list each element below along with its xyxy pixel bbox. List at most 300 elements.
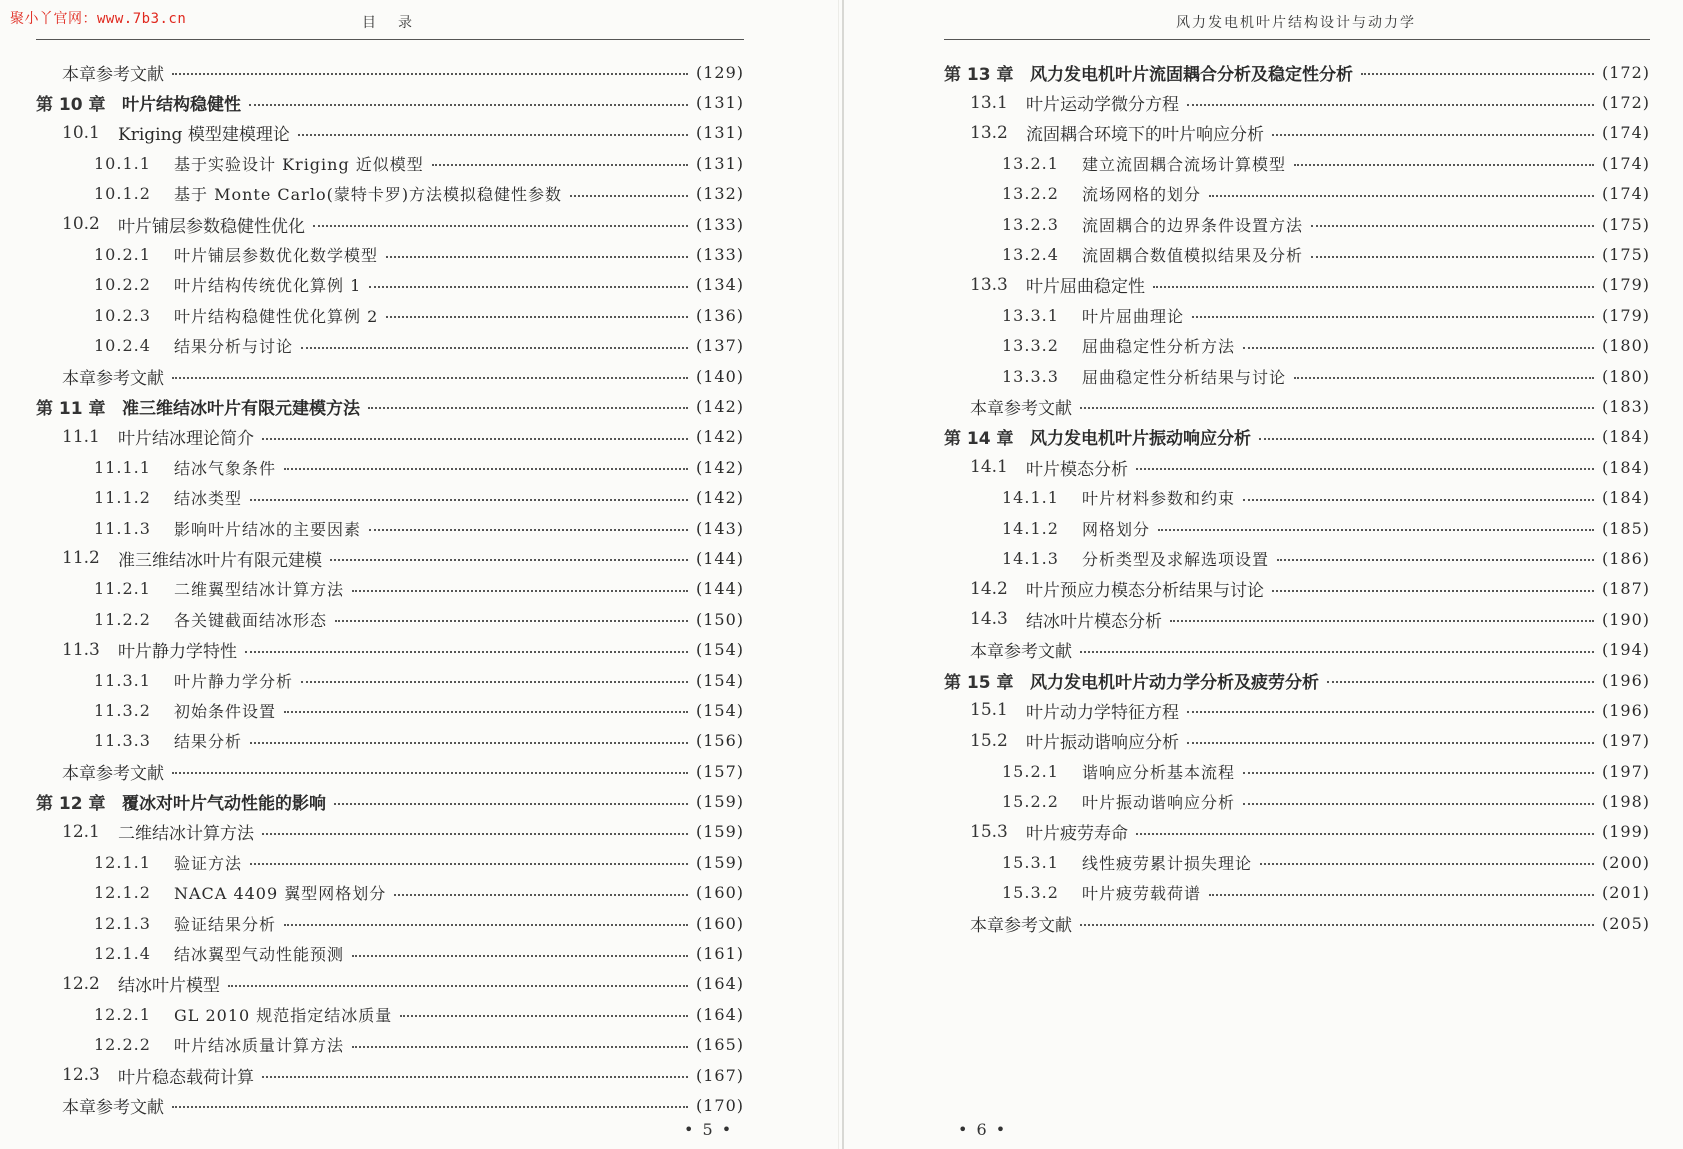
toc-entry-page: (136)	[695, 305, 744, 325]
toc-references-entry[interactable]	[36, 1090, 744, 1120]
toc-dot-leader	[352, 955, 688, 957]
toc-entry-page: (161)	[695, 944, 744, 964]
toc-entry-page: (190)	[1601, 609, 1650, 629]
toc-entry-number: 12.2.1	[94, 1004, 151, 1024]
toc-subsection-entry[interactable]	[36, 938, 744, 968]
toc-entry-title: 验证方法	[174, 853, 243, 873]
toc-dot-leader	[369, 286, 688, 288]
toc-list	[36, 57, 744, 1121]
toc-dot-leader	[1136, 468, 1594, 470]
toc-entry-page: (137)	[695, 336, 744, 356]
toc-dot-leader	[330, 559, 688, 561]
toc-entry-page: (142)	[695, 488, 744, 508]
toc-subsection-entry[interactable]	[36, 726, 744, 756]
toc-entry-page: (144)	[695, 579, 744, 599]
toc-entry-number: 13.1	[970, 92, 1008, 113]
toc-entry-title: 准三维结冰叶片有限元建模	[118, 550, 322, 571]
toc-entry-title: 影响叶片结冰的主要因素	[174, 519, 362, 539]
toc-entry-number: 13.2	[970, 122, 1008, 143]
toc-entry-number: 14.1.2	[1002, 518, 1059, 538]
toc-entry-number: 13.2.4	[1002, 245, 1059, 265]
toc-entry-page: (134)	[695, 275, 744, 295]
toc-subsection-entry[interactable]	[36, 513, 744, 543]
toc-dot-leader	[1153, 286, 1594, 288]
toc-entry-title: 各关键截面结冰形态	[174, 610, 328, 630]
toc-entry-number: 14.1.3	[1002, 548, 1059, 568]
toc-entry-number: 10.1.1	[94, 153, 151, 173]
toc-subsection-entry[interactable]	[36, 908, 744, 938]
toc-dot-leader	[1327, 681, 1594, 683]
toc-section-entry[interactable]	[36, 543, 744, 573]
toc-dot-leader	[284, 468, 688, 470]
toc-entry-number: 10.1.2	[94, 184, 151, 204]
toc-section-entry[interactable]	[944, 270, 1650, 300]
toc-subsection-entry[interactable]	[36, 999, 744, 1029]
toc-entry-number: 13.3.3	[1002, 366, 1059, 386]
toc-section-entry[interactable]	[944, 695, 1650, 725]
toc-entry-number: 11.2.2	[94, 609, 151, 629]
toc-subsection-entry[interactable]	[944, 756, 1650, 786]
toc-subsection-entry[interactable]	[36, 482, 744, 512]
toc-entry-page: (180)	[1601, 366, 1650, 386]
toc-entry-number: 13.2.3	[1002, 214, 1059, 234]
toc-entry-number: 13.3.2	[1002, 336, 1059, 356]
toc-section-entry[interactable]	[36, 118, 744, 148]
toc-entry-title: 流固耦合的边界条件设置方法	[1082, 215, 1304, 235]
toc-chapter-entry[interactable]	[944, 57, 1650, 87]
toc-dot-leader	[352, 590, 688, 592]
toc-dot-leader	[570, 195, 688, 197]
toc-entry-page: (157)	[695, 761, 744, 781]
toc-references-entry[interactable]	[944, 908, 1650, 938]
toc-subsection-entry[interactable]	[36, 452, 744, 482]
toc-dot-leader	[386, 256, 688, 258]
toc-entry-title: 网格划分	[1082, 519, 1151, 539]
toc-entry-number: 12.1.1	[94, 852, 151, 872]
toc-entry-number: 10.2.1	[94, 245, 151, 265]
toc-entry-number: 15.3.2	[1002, 883, 1059, 903]
toc-dot-leader	[301, 681, 688, 683]
toc-section-entry[interactable]	[944, 726, 1650, 756]
toc-dot-leader	[1294, 164, 1594, 166]
toc-chapter-entry[interactable]	[944, 422, 1650, 452]
toc-entry-page: (179)	[1601, 305, 1650, 325]
page-number: • 6 •	[958, 1120, 1008, 1139]
toc-references-entry[interactable]	[944, 634, 1650, 664]
toc-dot-leader	[1260, 863, 1594, 865]
toc-subsection-entry[interactable]	[944, 361, 1650, 391]
toc-entry-title: 叶片材料参数和约束	[1082, 489, 1236, 509]
toc-entry-page: (198)	[1601, 792, 1650, 812]
toc-subsection-entry[interactable]	[36, 331, 744, 361]
toc-entry-title: 叶片结构稳健性	[122, 95, 241, 116]
toc-dot-leader	[1192, 316, 1594, 318]
toc-entry-page: (131)	[695, 123, 744, 143]
toc-entry-number: 第 14 章	[944, 429, 1014, 450]
toc-entry-number: 第 13 章	[944, 64, 1014, 85]
toc-entry-number: 15.3.1	[1002, 852, 1059, 872]
toc-dot-leader	[1209, 894, 1594, 896]
toc-entry-title: 准三维结冰叶片有限元建模方法	[122, 398, 360, 419]
toc-entry-title: 叶片铺层参数稳健性优化	[118, 216, 305, 237]
toc-entry-title: 叶片预应力模态分析结果与讨论	[1026, 581, 1264, 602]
toc-dot-leader	[250, 499, 688, 501]
running-header: 风力发电机叶片结构设计与动力学	[1176, 15, 1416, 31]
toc-entry-number: 10.2.2	[94, 275, 151, 295]
toc-entry-title: 本章参考文献	[970, 398, 1072, 419]
toc-entry-page: (174)	[1601, 153, 1650, 173]
toc-entry-number: 15.2.2	[1002, 792, 1059, 812]
toc-entry-title: 本章参考文献	[970, 915, 1072, 936]
toc-chapter-entry[interactable]	[36, 391, 744, 421]
toc-entry-page: (133)	[695, 245, 744, 265]
toc-dot-leader	[1243, 499, 1594, 501]
toc-entry-title: 结果分析与讨论	[174, 337, 294, 357]
toc-entry-page: (144)	[695, 548, 744, 568]
toc-chapter-entry[interactable]	[36, 87, 744, 117]
toc-entry-title: 叶片振动谐响应分析	[1026, 733, 1179, 754]
toc-entry-title: 线性疲劳累计损失理论	[1082, 853, 1253, 873]
toc-entry-title: 结冰翼型气动性能预测	[174, 945, 345, 965]
toc-entry-title: 结冰叶片模型	[118, 976, 220, 997]
toc-section-entry[interactable]	[36, 634, 744, 664]
toc-entry-page: (159)	[695, 852, 744, 872]
toc-entry-number: 11.1	[62, 426, 100, 447]
toc-dot-leader	[1294, 377, 1594, 379]
toc-section-entry[interactable]	[944, 817, 1650, 847]
toc-entry-title: 风力发电机叶片动力学分析及疲劳分析	[1030, 672, 1319, 693]
toc-dot-leader	[313, 225, 688, 227]
toc-entry-page: (174)	[1601, 184, 1650, 204]
toc-entry-page: (184)	[1601, 457, 1650, 477]
toc-subsection-entry[interactable]	[36, 847, 744, 877]
toc-subsection-entry[interactable]	[944, 239, 1650, 269]
toc-subsection-entry[interactable]	[36, 878, 744, 908]
toc-entry-number: 11.1.2	[94, 488, 151, 508]
toc-entry-title: 初始条件设置	[174, 701, 277, 721]
toc-entry-page: (159)	[695, 822, 744, 842]
toc-dot-leader	[1187, 104, 1594, 106]
toc-entry-title: 叶片运动学微分方程	[1026, 95, 1179, 116]
toc-entry-number: 第 10 章	[36, 95, 106, 116]
toc-entry-page: (197)	[1601, 731, 1650, 751]
toc-chapter-entry[interactable]	[36, 786, 744, 816]
toc-entry-page: (159)	[695, 792, 744, 812]
toc-section-entry[interactable]	[944, 118, 1650, 148]
toc-entry-page: (205)	[1601, 913, 1650, 933]
toc-references-entry[interactable]	[36, 57, 744, 87]
toc-entry-number: 10.2.4	[94, 336, 151, 356]
toc-dot-leader	[228, 985, 688, 987]
running-header: 目录	[362, 15, 434, 31]
toc-dot-leader	[172, 1106, 688, 1108]
toc-entry-page: (164)	[695, 1004, 744, 1024]
toc-entry-title: 本章参考文献	[970, 642, 1072, 663]
toc-section-entry[interactable]	[944, 87, 1650, 117]
toc-references-entry[interactable]	[36, 361, 744, 391]
toc-entry-page: (179)	[1601, 275, 1650, 295]
toc-entry-title: 结冰气象条件	[174, 458, 277, 478]
toc-subsection-entry[interactable]	[944, 878, 1650, 908]
toc-entry-page: (183)	[1601, 396, 1650, 416]
toc-dot-leader	[368, 407, 688, 409]
toc-entry-page: (150)	[695, 609, 744, 629]
toc-dot-leader	[1361, 73, 1594, 75]
toc-dot-leader	[432, 164, 688, 166]
toc-dot-leader	[1187, 742, 1594, 744]
toc-entry-title: 叶片模态分析	[1026, 459, 1128, 480]
toc-entry-page: (156)	[695, 731, 744, 751]
toc-entry-number: 13.3	[970, 274, 1008, 295]
toc-entry-title: 基于 Monte Carlo(蒙特卡罗)方法模拟稳健性参数	[174, 185, 563, 205]
toc-entry-page: (131)	[695, 93, 744, 113]
toc-entry-title: 分析类型及求解选项设置	[1082, 549, 1270, 569]
toc-entry-page: (143)	[695, 518, 744, 538]
toc-entry-title: 二维结冰计算方法	[118, 824, 254, 845]
toc-subsection-entry[interactable]	[36, 665, 744, 695]
toc-entry-title: 流场网格的划分	[1082, 185, 1202, 205]
toc-entry-page: (199)	[1601, 822, 1650, 842]
toc-entry-title: 屈曲稳定性分析方法	[1082, 337, 1236, 357]
toc-dot-leader	[1209, 195, 1594, 197]
toc-entry-page: (129)	[695, 62, 744, 82]
toc-dot-leader	[250, 742, 688, 744]
toc-entry-title: 建立流固耦合流场计算模型	[1082, 154, 1287, 174]
toc-references-entry[interactable]	[944, 391, 1650, 421]
toc-entry-title: 叶片结冰质量计算方法	[174, 1036, 345, 1056]
toc-dot-leader	[1187, 711, 1594, 713]
toc-entry-title: 结果分析	[174, 732, 243, 752]
toc-entry-title: 叶片疲劳寿命	[1026, 824, 1128, 845]
toc-entry-number: 11.3.3	[94, 731, 151, 751]
toc-entry-page: (160)	[695, 883, 744, 903]
toc-dot-leader	[1311, 225, 1594, 227]
toc-entry-title: 结冰类型	[174, 489, 243, 509]
toc-dot-leader	[1080, 651, 1594, 653]
toc-subsection-entry[interactable]	[944, 331, 1650, 361]
toc-entry-page: (175)	[1601, 214, 1650, 234]
toc-dot-leader	[1243, 803, 1594, 805]
toc-dot-leader	[249, 104, 688, 106]
toc-subsection-entry[interactable]	[944, 786, 1650, 816]
page-number: • 5 •	[684, 1120, 734, 1139]
toc-dot-leader	[1136, 833, 1594, 835]
toc-entry-title: NACA 4409 翼型网格划分	[174, 884, 387, 904]
toc-entry-title: 验证结果分析	[174, 914, 277, 934]
toc-entry-page: (133)	[695, 214, 744, 234]
toc-entry-number: 12.1.3	[94, 913, 151, 933]
watermark: 聚小丫官网：www.7b3.cn	[10, 11, 187, 27]
toc-entry-number: 11.1.3	[94, 518, 151, 538]
toc-entry-title: 谐响应分析基本流程	[1082, 762, 1236, 782]
toc-entry-title: 叶片动力学特征方程	[1026, 702, 1179, 723]
toc-subsection-entry[interactable]	[944, 179, 1650, 209]
toc-entry-number: 14.1	[970, 457, 1008, 478]
toc-dot-leader	[172, 772, 688, 774]
toc-dot-leader	[1170, 620, 1594, 622]
toc-entry-title: 叶片结构传统优化算例 1	[174, 276, 362, 296]
toc-dot-leader	[335, 620, 688, 622]
toc-section-entry[interactable]	[36, 969, 744, 999]
toc-section-entry[interactable]	[944, 604, 1650, 634]
toc-entry-title: 本章参考文献	[62, 1097, 164, 1118]
left-page	[0, 0, 840, 1149]
toc-entry-page: (186)	[1601, 548, 1650, 568]
toc-entry-title: Kriging 模型建模理论	[118, 125, 290, 146]
toc-entry-title: 风力发电机叶片流固耦合分析及稳定性分析	[1030, 64, 1353, 85]
toc-entry-number: 10.2.3	[94, 305, 151, 325]
toc-entry-title: 结冰叶片模态分析	[1026, 611, 1162, 632]
toc-entry-number: 第 11 章	[36, 398, 106, 419]
toc-entry-page: (196)	[1601, 700, 1650, 720]
toc-list	[944, 57, 1650, 938]
toc-entry-page: (160)	[695, 913, 744, 933]
toc-dot-leader	[301, 347, 688, 349]
toc-entry-title: 叶片结构稳健性优化算例 2	[174, 306, 379, 326]
toc-section-entry[interactable]	[36, 209, 744, 239]
toc-dot-leader	[262, 438, 688, 440]
toc-entry-title: 基于实验设计 Kriging 近似模型	[174, 154, 424, 174]
toc-dot-leader	[1243, 772, 1594, 774]
toc-dot-leader	[369, 529, 688, 531]
toc-entry-title: 叶片稳态载荷计算	[118, 1067, 254, 1088]
toc-entry-page: (187)	[1601, 579, 1650, 599]
toc-entry-number: 12.1.4	[94, 944, 151, 964]
toc-entry-title: 流固耦合数值模拟结果及分析	[1082, 246, 1304, 266]
toc-section-entry[interactable]	[36, 817, 744, 847]
toc-subsection-entry[interactable]	[36, 695, 744, 725]
toc-subsection-entry[interactable]	[36, 148, 744, 178]
toc-entry-number: 15.1	[970, 700, 1008, 721]
toc-dot-leader	[172, 377, 688, 379]
toc-subsection-entry[interactable]	[944, 148, 1650, 178]
toc-entry-number: 14.1.1	[1002, 488, 1059, 508]
toc-subsection-entry[interactable]	[36, 179, 744, 209]
toc-entry-page: (197)	[1601, 761, 1650, 781]
toc-dot-leader	[394, 894, 688, 896]
toc-entry-title: 叶片屈曲理论	[1082, 306, 1185, 326]
toc-entry-number: 11.2	[62, 548, 100, 569]
right-page	[846, 0, 1683, 1149]
toc-dot-leader	[284, 711, 688, 713]
toc-entry-title: 覆冰对叶片气动性能的影响	[122, 794, 326, 815]
toc-entry-page: (140)	[695, 366, 744, 386]
toc-entry-title: 风力发电机叶片振动响应分析	[1030, 429, 1251, 450]
header-rule	[36, 39, 744, 40]
toc-entry-page: (164)	[695, 974, 744, 994]
toc-subsection-entry[interactable]	[944, 847, 1650, 877]
toc-dot-leader	[1259, 438, 1594, 440]
toc-dot-leader	[262, 833, 688, 835]
toc-subsection-entry[interactable]	[36, 270, 744, 300]
toc-entry-page: (172)	[1601, 62, 1650, 82]
toc-subsection-entry[interactable]	[944, 209, 1650, 239]
toc-dot-leader	[250, 863, 688, 865]
toc-subsection-entry[interactable]	[944, 300, 1650, 330]
toc-dot-leader	[352, 1046, 688, 1048]
toc-entry-page: (154)	[695, 670, 744, 690]
toc-entry-title: GL 2010 规范指定结冰质量	[174, 1005, 393, 1025]
toc-entry-page: (142)	[695, 396, 744, 416]
toc-entry-number: 15.2	[970, 730, 1008, 751]
toc-entry-number: 12.1.2	[94, 883, 151, 903]
toc-entry-title: 流固耦合环境下的叶片响应分析	[1026, 125, 1264, 146]
toc-subsection-entry[interactable]	[36, 1030, 744, 1060]
toc-subsection-entry[interactable]	[944, 482, 1650, 512]
toc-section-entry[interactable]	[944, 452, 1650, 482]
toc-entry-number: 10.1	[62, 122, 100, 143]
toc-dot-leader	[1158, 529, 1594, 531]
toc-entry-title: 二维翼型结冰计算方法	[174, 580, 345, 600]
toc-dot-leader	[1080, 407, 1594, 409]
toc-subsection-entry[interactable]	[944, 513, 1650, 543]
toc-dot-leader	[334, 803, 688, 805]
toc-dot-leader	[1272, 590, 1594, 592]
toc-entry-page: (174)	[1601, 123, 1650, 143]
toc-entry-page: (200)	[1601, 852, 1650, 872]
toc-dot-leader	[1243, 347, 1594, 349]
toc-entry-number: 14.2	[970, 578, 1008, 599]
toc-entry-page: (184)	[1601, 488, 1650, 508]
toc-subsection-entry[interactable]	[36, 239, 744, 269]
toc-dot-leader	[245, 651, 688, 653]
toc-entry-title: 叶片振动谐响应分析	[1082, 793, 1236, 813]
toc-dot-leader	[1272, 134, 1594, 136]
toc-entry-page: (175)	[1601, 245, 1650, 265]
toc-subsection-entry[interactable]	[36, 574, 744, 604]
toc-entry-page: (194)	[1601, 640, 1650, 660]
toc-entry-number: 12.2.2	[94, 1035, 151, 1055]
toc-entry-number: 11.1.1	[94, 457, 151, 477]
toc-section-entry[interactable]	[36, 422, 744, 452]
toc-entry-page: (170)	[695, 1095, 744, 1115]
toc-entry-number: 12.1	[62, 821, 100, 842]
toc-subsection-entry[interactable]	[36, 604, 744, 634]
toc-entry-number: 11.3.1	[94, 670, 151, 690]
toc-subsection-entry[interactable]	[944, 543, 1650, 573]
toc-entry-page: (167)	[695, 1065, 744, 1085]
toc-entry-page: (131)	[695, 153, 744, 173]
toc-dot-leader	[1080, 924, 1594, 926]
toc-chapter-entry[interactable]	[944, 665, 1650, 695]
toc-entry-title: 叶片疲劳载荷谱	[1082, 884, 1202, 904]
toc-entry-number: 10.2	[62, 214, 100, 235]
toc-dot-leader	[284, 924, 688, 926]
toc-entry-number: 11.3.2	[94, 700, 151, 720]
toc-dot-leader	[1277, 559, 1594, 561]
toc-entry-page: (154)	[695, 700, 744, 720]
toc-entry-number: 14.3	[970, 609, 1008, 630]
toc-entry-page: (142)	[695, 457, 744, 477]
toc-entry-page: (201)	[1601, 883, 1650, 903]
toc-entry-number: 第 12 章	[36, 794, 106, 815]
toc-entry-number: 12.2	[62, 973, 100, 994]
toc-subsection-entry[interactable]	[36, 300, 744, 330]
toc-dot-leader	[262, 1076, 688, 1078]
header-rule	[944, 39, 1650, 40]
toc-entry-number: 15.2.1	[1002, 761, 1059, 781]
toc-section-entry[interactable]	[944, 574, 1650, 604]
toc-entry-number: 15.3	[970, 821, 1008, 842]
toc-dot-leader	[298, 134, 688, 136]
toc-section-entry[interactable]	[36, 1060, 744, 1090]
toc-entry-title: 本章参考文献	[62, 763, 164, 784]
toc-entry-number: 13.3.1	[1002, 305, 1059, 325]
toc-references-entry[interactable]	[36, 756, 744, 786]
toc-entry-title: 叶片铺层参数优化数学模型	[174, 246, 379, 266]
toc-entry-number: 第 15 章	[944, 672, 1014, 693]
toc-dot-leader	[1311, 256, 1594, 258]
